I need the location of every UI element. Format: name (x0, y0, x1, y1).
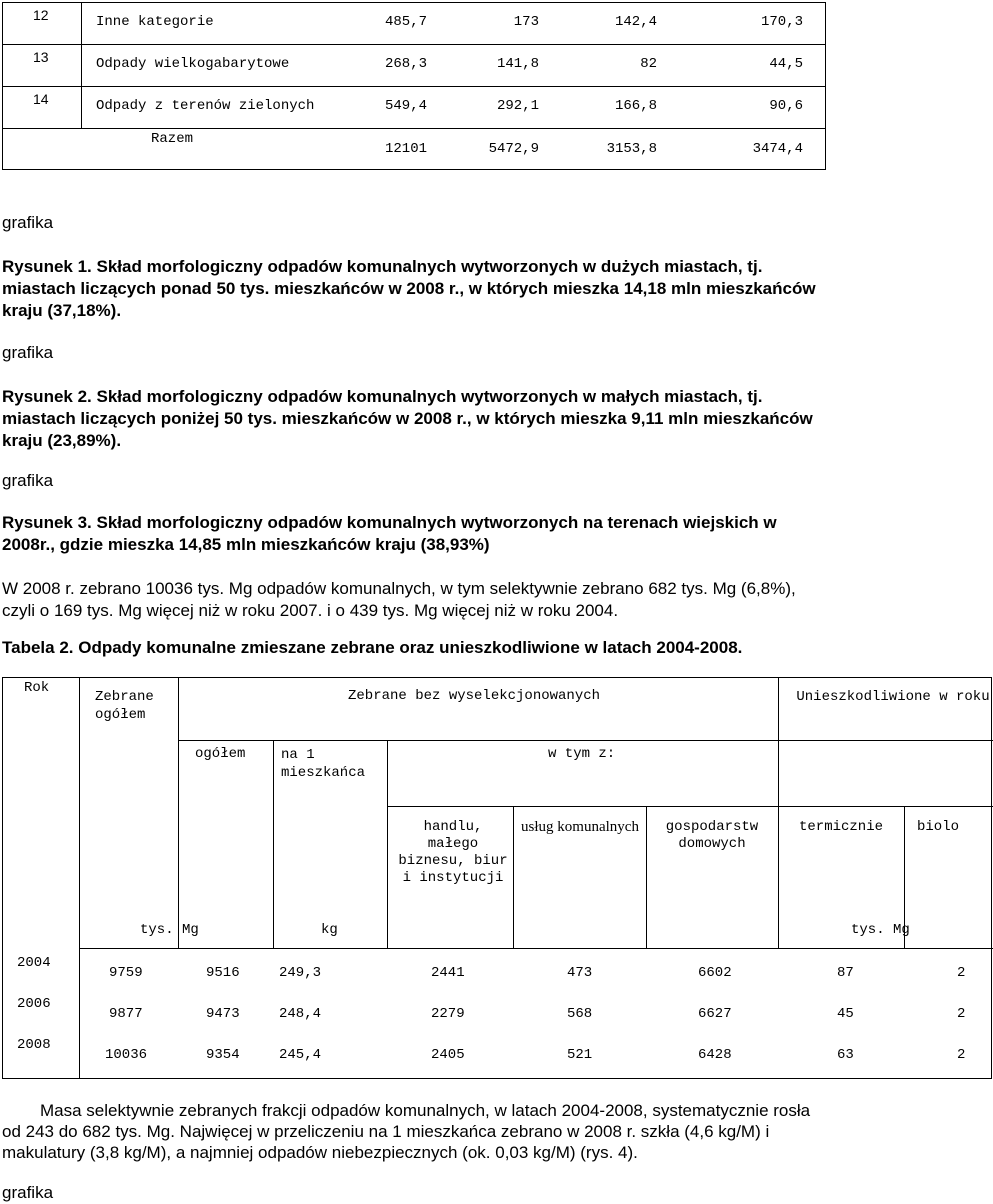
row-year: 2008 (17, 1037, 51, 1053)
paragraph: Masa selektywnie zebranych frakcji odpadów komunalnych, w latach 2004-2008, systematycznie rosła od 243 do 682 tys. Mg. Najwięcej w przeliczeniu na 1 mieszkańca zebrano w 2008 r. szkła (4,6 kg/M) i makulatury (3,8 kg/M), a najmniej odpadów niebezpiecznych (ok. 0,03 kg/M) (rys. 4). (2, 1101, 811, 1162)
cell-value: 173 (513, 14, 539, 30)
cell-value: 2 (957, 965, 966, 981)
cell-value: 2405 (431, 1047, 465, 1063)
figure-placeholder: grafika (2, 1183, 54, 1202)
unit-kg: kg (321, 922, 338, 938)
cell-value: 141,8 (496, 56, 539, 72)
cell-value: 249,3 (279, 965, 322, 981)
cell-value: 9516 (206, 965, 240, 981)
header-rok: Rok (24, 680, 50, 696)
cell-value: 2 (957, 1047, 966, 1063)
header-handlu: handlu, małego biznesu, biur i instytucji (398, 819, 508, 886)
cell-value: 10036 (105, 1047, 148, 1063)
cell-value: 9473 (206, 1006, 240, 1022)
cell-value: 568 (567, 1006, 593, 1022)
cell-value: 82 (640, 56, 657, 72)
figure-placeholder: grafika (2, 471, 54, 490)
cell-value: 521 (567, 1047, 593, 1063)
header-bez-selekcji: Zebrane bez wyselekcjonowanych (348, 688, 601, 704)
cell-value: 90,6 (769, 98, 803, 114)
figure-placeholder: grafika (2, 213, 54, 232)
unit-tys-mg: tys. Mg (851, 922, 910, 938)
header-na-mieszkanca: na 1 mieszkańca (281, 747, 366, 781)
cell-value: 473 (567, 965, 593, 981)
table-waste (2, 677, 992, 1079)
row-name: Odpady wielkogabarytowe (96, 56, 290, 72)
cell-value: 6428 (698, 1047, 732, 1063)
cell-value: 3474,4 (752, 141, 803, 157)
header-w-tym: w tym z: (548, 746, 616, 762)
cell-value: 44,5 (769, 56, 803, 72)
cell-value: 9877 (109, 1006, 143, 1022)
total-label: Razem (151, 131, 194, 147)
cell-value: 248,4 (279, 1006, 322, 1022)
cell-value: 5472,9 (488, 141, 539, 157)
paragraph: W 2008 r. zebrano 10036 tys. Mg odpadów komunalnych, w tym selektywnie zebrano 682 tys. Mg (6,8%), czyli o 169 tys. Mg więcej niż w roku 2007. i o 439 tys. Mg więcej niż w roku 2004. (2, 579, 796, 620)
header-gospodarstw: gospodarstw domowych (665, 819, 759, 852)
table-title: Tabela 2. Odpady komunalne zmieszane zebrane oraz unieszkodliwione w latach 2004-2008. (2, 638, 743, 657)
header-ogolem: ogółem (195, 746, 246, 762)
row-number: 14 (33, 91, 49, 107)
table-row (3, 949, 993, 992)
row-name: Inne kategorie (96, 14, 214, 30)
cell-value: 63 (837, 1047, 854, 1063)
row-number: 12 (33, 7, 49, 23)
cell-value: 87 (837, 965, 854, 981)
cell-value: 549,4 (384, 98, 427, 114)
cell-value: 268,3 (384, 56, 427, 72)
cell-value: 142,4 (614, 14, 657, 30)
cell-value: 170,3 (760, 14, 803, 30)
cell-value: 45 (837, 1006, 854, 1022)
unit-tys-mg: tys. Mg (140, 922, 199, 938)
row-number: 13 (33, 49, 49, 65)
cell-value: 9759 (109, 965, 143, 981)
cell-value: 12101 (384, 141, 427, 157)
header-zebrane-ogolem: Zebrane ogółem (95, 689, 154, 723)
figure-caption: Rysunek 1. Skład morfologiczny odpadów komunalnych wytworzonych w dużych miastach, tj. miastach liczących ponad 50 tys. mieszkańców w 2008 r., w których mieszka 14,18 mln mieszkańców kraju (37,18%). (2, 257, 816, 320)
figure-placeholder: grafika (2, 343, 54, 362)
cell-value: 245,4 (279, 1047, 322, 1063)
cell-value: 2 (957, 1006, 966, 1022)
header-uslug: usług komunalnych (521, 819, 639, 835)
cell-value: 485,7 (384, 14, 427, 30)
cell-value: 2441 (431, 965, 465, 981)
header-termicznie: termicznie (799, 819, 884, 835)
cell-value: 3153,8 (606, 141, 657, 157)
cell-value: 9354 (206, 1047, 240, 1063)
cell-value: 166,8 (614, 98, 657, 114)
figure-caption: Rysunek 3. Skład morfologiczny odpadów komunalnych wytworzonych na terenach wiejskich w 2008r., gdzie mieszka 14,85 mln mieszkańców kraju (38,93%) (2, 513, 777, 554)
table-row (3, 990, 993, 1033)
figure-caption: Rysunek 2. Skład morfologiczny odpadów komunalnych wytworzonych w małych miastach, tj. miastach liczących poniżej 50 tys. mieszkańców w 2008 r., w których mieszka 9,11 mln mieszkańców kraju (23,89%). (2, 387, 813, 450)
cell-value: 6627 (698, 1006, 732, 1022)
row-name: Odpady z terenów zielonych (96, 98, 315, 114)
header-biolo: biolo (917, 819, 960, 835)
cell-value: 2279 (431, 1006, 465, 1022)
row-year: 2004 (17, 955, 51, 971)
header-unieszkodliwione: Unieszkodliwione w roku (796, 689, 990, 705)
cell-value: 292,1 (496, 98, 539, 114)
cell-value: 6602 (698, 965, 732, 981)
table-row (3, 1031, 993, 1074)
row-year: 2006 (17, 996, 51, 1012)
